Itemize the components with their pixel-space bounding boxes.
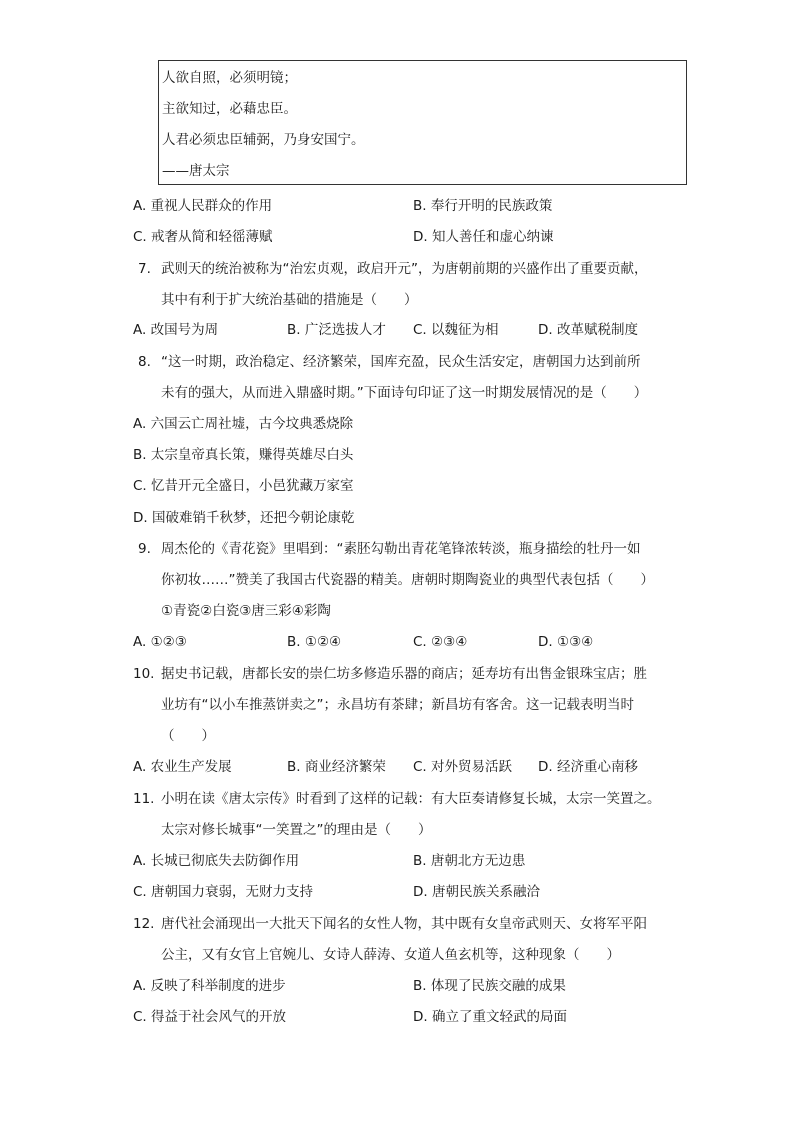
- q12-number: 12.: [133, 916, 155, 932]
- q6-option-d: D. 知人善任和虚心纳谏: [413, 229, 554, 245]
- q12-stem-line: 唐代社会涌现出一大批天下闻名的女性人物，其中既有女皇帝武则天、女将军平阳: [161, 916, 647, 932]
- quote-attribution: ——唐太宗: [162, 163, 230, 179]
- q10-option-b: B. 商业经济繁荣: [287, 759, 386, 775]
- q10-stem-line: （ ）: [161, 728, 215, 744]
- q8-option-d: D. 国破难销千秋梦，还把今朝论康乾: [133, 510, 355, 526]
- q6-option-a: A. 重视人民群众的作用: [133, 198, 273, 214]
- q9-option-c: C. ②③④: [413, 634, 468, 650]
- q9-stem-line: ①青瓷②白瓷③唐三彩④彩陶: [161, 603, 331, 619]
- q6-option-c: C. 戒奢从简和轻徭薄赋: [133, 229, 273, 245]
- q9-option-b: B. ①②④: [287, 634, 342, 650]
- q10-number: 10.: [133, 666, 155, 682]
- q12-option-c: C. 得益于社会风气的开放: [133, 1009, 287, 1025]
- q9-stem-line: 你初妆……”赞美了我国古代瓷器的精美。唐朝时期陶瓷业的典型代表包括（ ）: [161, 572, 654, 588]
- q10-stem-line: 据史书记载，唐都长安的崇仁坊多修造乐器的商店；延寿坊有出售金银珠宝店；胜: [161, 666, 647, 682]
- q8-stem-line: “这一时期，政治稳定、经济繁荣，国库充盈，民众生活安定，唐朝国力达到前所: [161, 354, 641, 370]
- q12-option-a: A. 反映了科举制度的进步: [133, 978, 286, 994]
- q11-option-d: D. 唐朝民族关系融洽: [413, 884, 540, 900]
- q9-option-d: D. ①③④: [538, 634, 594, 650]
- q11-option-b: B. 唐朝北方无边患: [413, 853, 526, 869]
- q7-option-d: D. 改革赋税制度: [538, 322, 638, 338]
- q7-stem-line: 其中有利于扩大统治基础的措施是（ ）: [161, 292, 418, 308]
- q7-option-a: A. 改国号为周: [133, 322, 219, 338]
- q11-stem-line: 太宗对修长城事“一笑置之”的理由是（ ）: [161, 822, 432, 838]
- q9-number: 9.: [138, 541, 151, 557]
- q12-stem-line: 公主，又有女官上官婉儿、女诗人薛涛、女道人鱼玄机等，这种现象（ ）: [161, 947, 620, 963]
- q7-option-b: B. 广泛选拔人才: [287, 322, 386, 338]
- quote-line: 人君必须忠臣辅弼，乃身安国宁。: [162, 132, 365, 148]
- q11-option-a: A. 长城已彻底失去防御作用: [133, 853, 300, 869]
- q10-stem-line: 业坊有“以小车推蒸饼卖之”；永昌坊有茶肆；新昌坊有客舍。这一记载表明当时: [161, 697, 634, 713]
- q8-option-b: B. 太宗皇帝真长策，赚得英雄尽白头: [133, 447, 354, 463]
- q8-stem-line: 未有的强大，从而进入鼎盛时期。”下面诗句印证了这一时期发展情况的是（ ）: [161, 385, 648, 401]
- q11-option-c: C. 唐朝国力衰弱，无财力支持: [133, 884, 314, 900]
- quote-box: [158, 60, 687, 185]
- quote-line: 主欲知过，必藉忠臣。: [162, 101, 297, 117]
- q7-number: 7.: [138, 261, 151, 277]
- q10-option-c: C. 对外贸易活跃: [413, 759, 513, 775]
- q9-stem-line: 周杰伦的《青花瓷》里唱到：“素胚勾勒出青花笔锋浓转淡，瓶身描绘的牡丹一如: [161, 541, 641, 557]
- q8-option-c: C. 忆昔开元全盛日，小邑犹藏万家室: [133, 478, 354, 494]
- q10-option-a: A. 农业生产发展: [133, 759, 232, 775]
- q11-stem-line: 小明在读《唐太宗传》时看到了这样的记载：有大臣奏请修复长城，太宗一笑置之。: [161, 791, 661, 807]
- q6-option-b: B. 奉行开明的民族政策: [413, 198, 553, 214]
- quote-line: 人欲自照，必须明镜；: [162, 70, 297, 86]
- q11-number: 11.: [133, 791, 155, 807]
- q9-option-a: A. ①②③: [133, 634, 187, 650]
- q7-stem-line: 武则天的统治被称为“治宏贞观，政启开元”，为唐朝前期的兴盛作出了重要贡献，: [161, 261, 648, 277]
- q12-option-b: B. 体现了民族交融的成果: [413, 978, 566, 994]
- q8-number: 8.: [138, 354, 151, 370]
- q10-option-d: D. 经济重心南移: [538, 759, 638, 775]
- q12-option-d: D. 确立了重文轻武的局面: [413, 1009, 567, 1025]
- q7-option-c: C. 以魏征为相: [413, 322, 499, 338]
- q8-option-a: A. 六国云亡周社墟，古今坟典悉烧除: [133, 416, 354, 432]
